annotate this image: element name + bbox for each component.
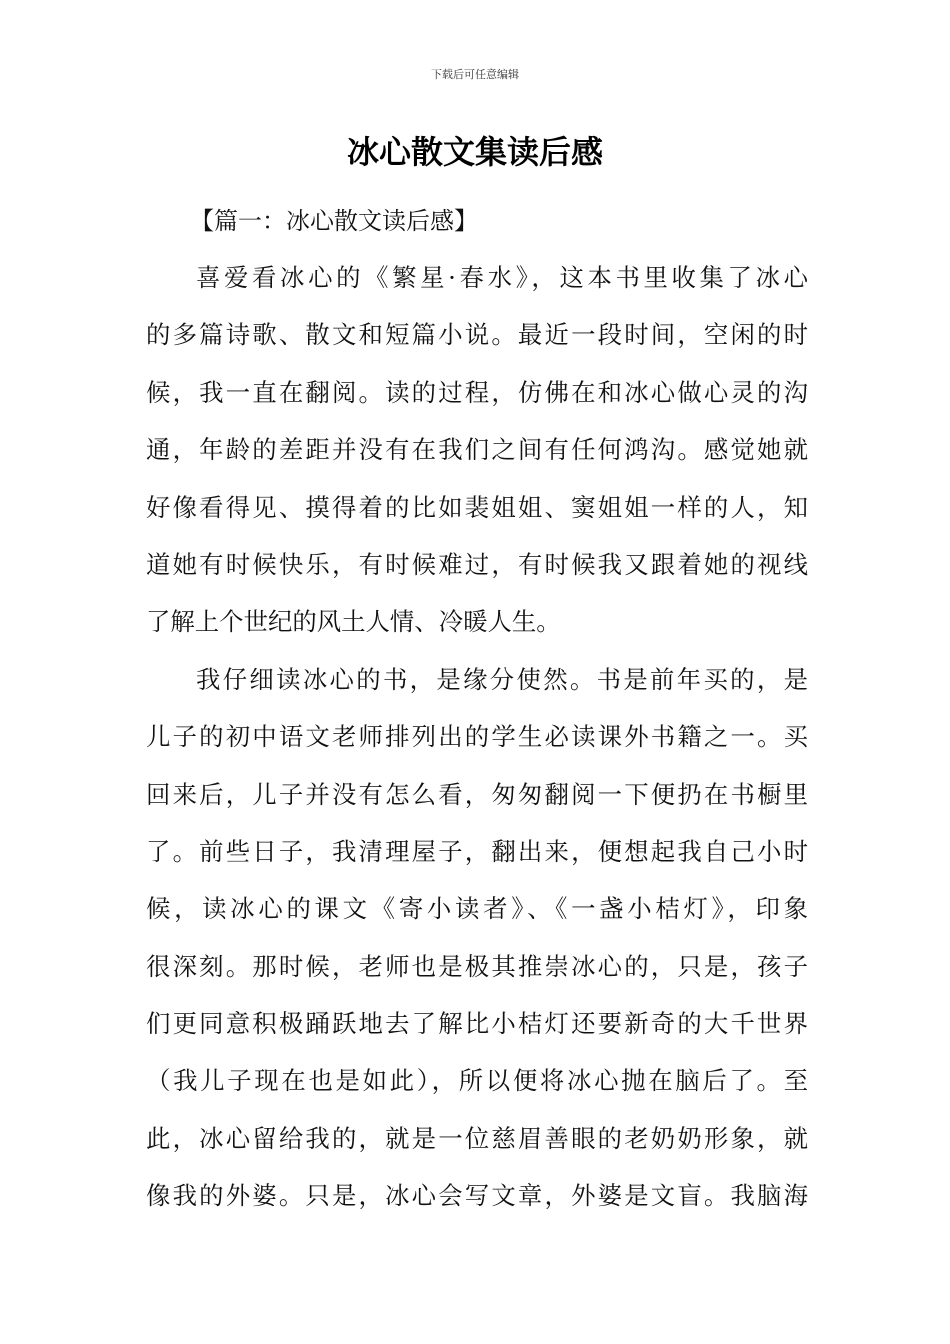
text-line: 的多篇诗歌、散文和短篇小说。最近一段时间，空闲的时: [146, 320, 808, 350]
text-line: 候，读冰心的课文《寄小读者》、《一盏小桔灯》，印象: [146, 894, 808, 924]
text-line: 了。前些日子，我清理屋子，翻出来，便想起我自己小时: [146, 836, 808, 866]
text-line: 通，年龄的差距并没有在我们之间有任何鸿沟。感觉她就: [146, 435, 808, 465]
paragraph-2: [146, 658, 808, 1232]
text-line: 道她有时候快乐，有时候难过，有时候我又跟着她的视线: [146, 549, 808, 579]
text-line: 好像看得见、摸得着的比如裴姐姐、窦姐姐一样的人，知: [146, 492, 808, 522]
text-line: 了解上个世纪的风土人情、冷暖人生。: [146, 607, 561, 637]
section-heading: 【篇一：冰心散文读后感】: [190, 207, 478, 235]
paragraph-1: [146, 256, 808, 658]
header-note: 下载后可任意编辑: [431, 68, 519, 81]
text-line: 儿子的初中语文老师排列出的学生必读课外书籍之一。买: [146, 722, 808, 752]
text-line: 很深刻。那时候，老师也是极其推崇冰心的，只是，孩子: [146, 951, 808, 981]
text-line: 像我的外婆。只是，冰心会写文章，外婆是文盲。我脑海: [146, 1181, 808, 1211]
text-line: 此，冰心留给我的，就是一位慈眉善眼的老奶奶形象，就: [146, 1123, 808, 1153]
text-line: 我仔细读冰心的书，是缘分使然。书是前年买的，是: [196, 664, 808, 694]
text-line: 们更同意积极踊跃地去了解比小桔灯还要新奇的大千世界: [146, 1009, 808, 1039]
text-line: 回来后，儿子并没有怎么看，匆匆翻阅一下便扔在书橱里: [146, 779, 808, 809]
text-line: 候，我一直在翻阅。读的过程，仿佛在和冰心做心灵的沟: [146, 377, 808, 407]
body-text: [146, 256, 808, 1232]
document-title: 冰心散文集读后感: [346, 133, 603, 171]
text-line: 喜爱看冰心的《繁星·春水》，这本书里收集了冰心: [196, 263, 808, 292]
text-line: （我儿子现在也是如此），所以便将冰心抛在脑后了。至: [146, 1066, 808, 1096]
